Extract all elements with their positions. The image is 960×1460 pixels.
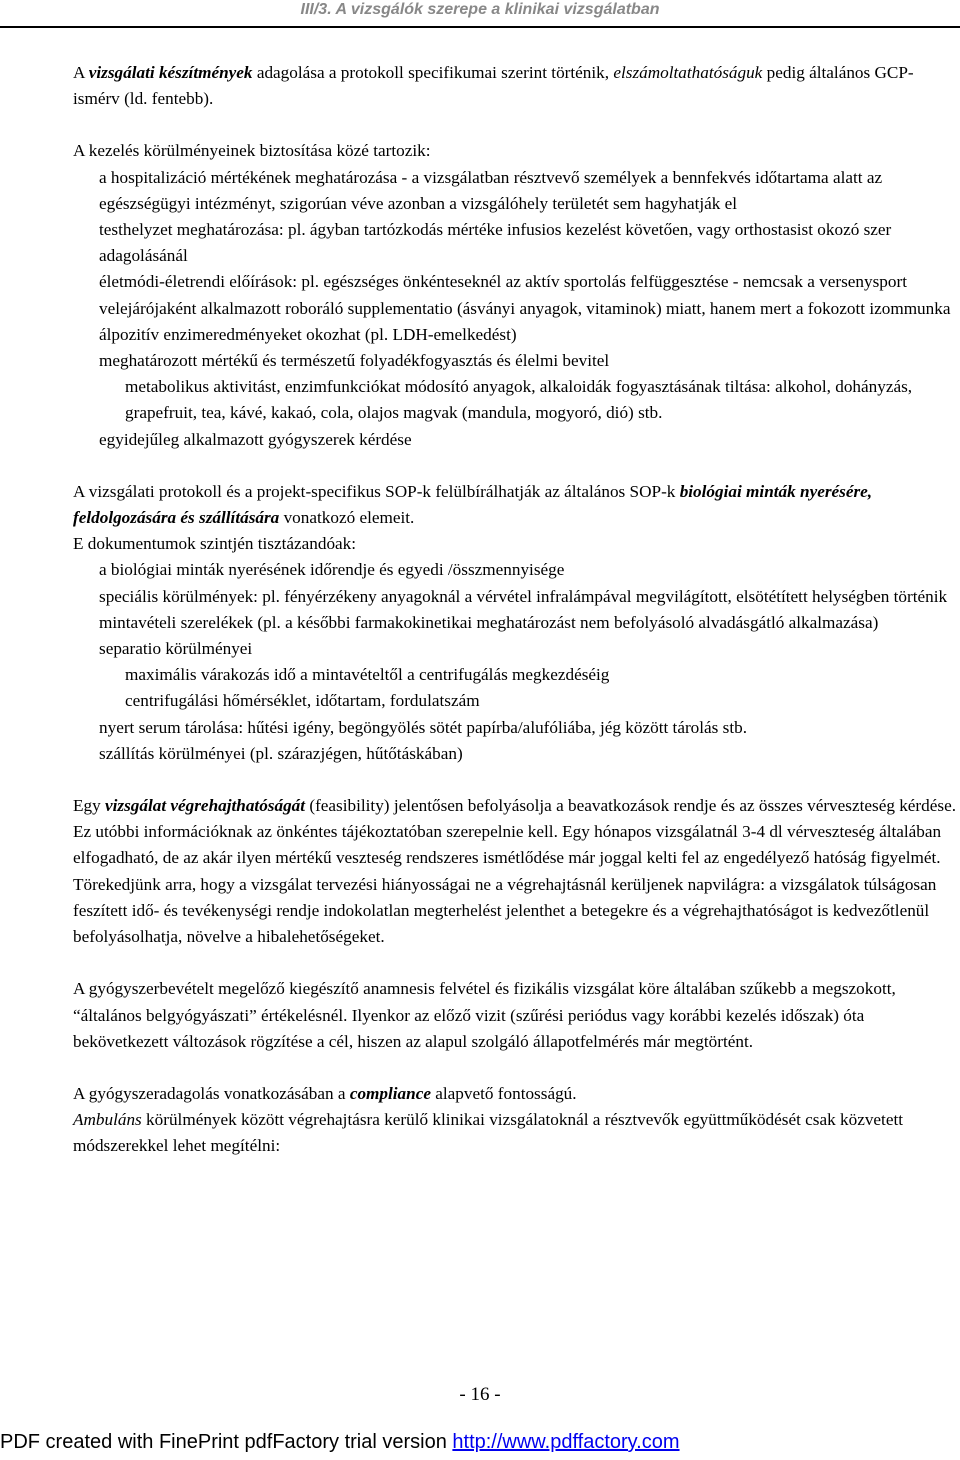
body-text <box>73 60 958 1160</box>
list-item: a hospitalizáció mértékének meghatározása - a vizsgálatban résztvevő személyek a bennfekvés időtartama alatt az egészségügyi intézményt, szigorúan véve azonban a vizsgálóhely területét sem hagyhatják el <box>99 167 883 213</box>
pdf-footer <box>0 1431 960 1454</box>
list-item: meghatározott mértékű és természetű folyadékfogyasztás és élelmi bevitel <box>99 351 610 371</box>
list-item: nyert serum tárolása: hűtési igény, begöngyölés sötét papírba/alufóliába, jég között tárolás stb. <box>99 717 748 737</box>
footer-text: PDF created with FinePrint pdfFactory trial version <box>0 1431 453 1453</box>
term-investigational-products: vizsgálati készítmények <box>88 63 253 82</box>
paragraph-treatment-conditions-intro: A kezelés körülményeinek biztosítása közé tartozik: <box>73 141 431 161</box>
pdffactory-link[interactable]: http://www.pdffactory.com <box>452 1431 680 1453</box>
list-item: szállítás körülményei (pl. szárazjégen, hűtőtáskában) <box>99 743 463 763</box>
list-item: a biológiai minták nyerésének időrendje és egyedi /összmennyisége <box>99 560 565 580</box>
term-ambulatory: Ambuláns <box>73 1110 142 1130</box>
term-compliance: compliance <box>349 1083 431 1103</box>
paragraph-planning: Törekedjünk arra, hogy a vizsgálat tervezési hiányosságai ne a végrehajtásnál kerüljenek napvilágra: a vizsgálatok túlságosan feszített idő- és tevékenységi rendje indokolatlan megterhelést jelenthet a betegekre és a végrehajthatóságot is kedvezőtlenül befolyásolhatja, növelve a hibalehetőségeket. <box>73 874 937 947</box>
list-item: testhelyzet meghatározása: pl. ágyban tartózkodás mértéke infusios kezelést követően, vagy orthostasist okozó szer adagolásánál <box>99 220 892 266</box>
running-header: III/3. A vizsgálók szerepe a klinikai vizsgálatban <box>0 0 960 28</box>
term-accountability: elszámoltathatóságuk <box>613 63 763 82</box>
sub-list-item: maximális várakozás idő a mintavételtől a centrifugálás megkezdéséig <box>125 665 610 685</box>
page-number: - 16 - <box>459 1384 501 1405</box>
paragraph-ambulatory: Ambuláns körülmények között végrehajtásra kerülő klinikai vizsgálatoknál a résztvevők együttműködését csak közvetett módszerekkel lehet megítélni: <box>73 1110 904 1156</box>
list-item: mintavételi szerelékek (pl. a későbbi farmakokinetikai meghatározást nem befolyásoló alvadásgátló alkalmazása) <box>99 612 879 632</box>
list-item: separatio körülményei <box>99 639 253 659</box>
term-biological-samples: biológiai minták nyerésére, feldolgozására és szállítására <box>73 481 873 528</box>
list-item: életmódi-életrendi előírások: pl. egészséges önkénteseknél az aktív sportolás felfüggesztése - nemcsak a versenysport velejárójaként alkalmazott roboráló supplementatio (ásványi anyagok, vitaminok) miatt, hanem mert a fokozott izommunka álpozitív enzimeredményeket okozhat (pl. LDH-emelkedést) <box>99 272 951 344</box>
term-feasibility: vizsgálat végrehajthatóságát <box>104 796 306 816</box>
sub-list-item: centrifugálási hőmérséklet, időtartam, fordulatszám <box>125 691 480 711</box>
paragraph-biological-samples: A vizsgálati protokoll és a projekt-specifikus SOP-k felülbírálhatják az általános SOP-k biológiai minták nyerésére, feldolgozására és szállítására vonatkozó elemeit. <box>73 481 873 528</box>
paragraph-compliance: A gyógyszeradagolás vonatkozásában a compliance alapvető fontosságú. <box>73 1083 577 1103</box>
paragraph-feasibility: Egy vizsgálat végrehajthatóságát (feasibility) jelentősen befolyásolja a beavatkozások rendje és az összes vérveszteség kérdése. Ez utóbbi információknak az önkéntes tájékoztatóban szerepelnie kell. Egy hónapos vizsgálatnál 3-4 dl vérveszteség általában elfogadható, de az akár ilyen mértékű veszteség rendszeres ismétlődése már joggal kelti fel az engedélyező hatóság figyelmét. <box>73 796 956 868</box>
list-item: speciális körülmények: pl. fényérzékeny anyagoknál a vérvétel infralámpával megvilágított, elsötétített helységben történik <box>99 586 948 606</box>
paragraph-investigational-products: A vizsgálati készítmények adagolása a protokoll specifikumai szerint történik, elszámoltathatóságuk pedig általános GCP-ismérv (ld. fentebb). <box>73 63 914 109</box>
paragraph-documents-intro: E dokumentumok szintjén tisztázandóak: <box>73 534 357 554</box>
sub-list-item: metabolikus aktivitást, enzimfunkciókat módosító anyagok, alkaloidák fogyasztásának tiltása: alkohol, dohányzás, grapefruit, tea, kávé, kakaó, cola, olajos magvak (mandula, mogyoró, dió) stb. <box>125 377 913 423</box>
list-item: egyidejűleg alkalmazott gyógyszerek kérdése <box>99 429 412 449</box>
paragraph-anamnesis: A gyógyszerbevételt megelőző kiegészítő anamnesis felvétel és fizikális vizsgálat köre általában szűkebb a megszokott, “általános belgyógyászati” értékelésnél. Ilyenkor az előző vizit (szűrési periódus vagy korábbi kezelés időszak) óta bekövetkezett változások rögzítése a cél, hiszen az alapul szolgáló állapotfelmérés már megtörtént. <box>73 979 896 1051</box>
